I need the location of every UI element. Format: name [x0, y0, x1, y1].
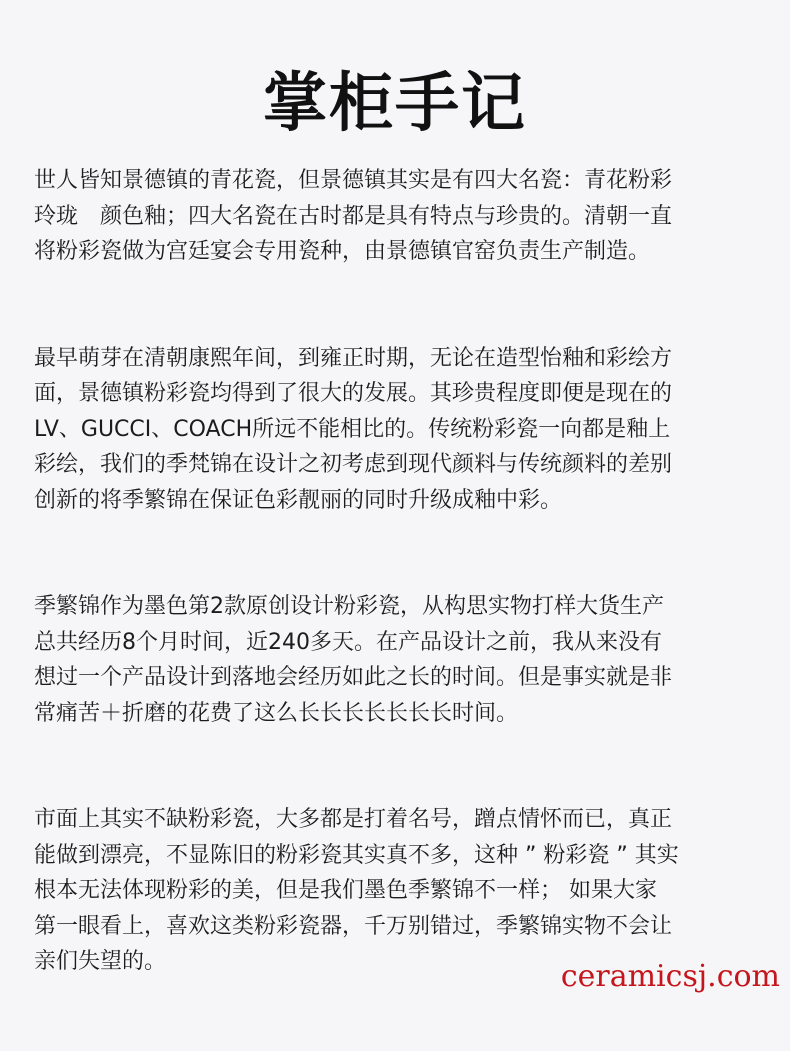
- paragraph-line: 季繁锦作为墨色第2款原创设计粉彩瓷，从构思实物打样大货生产: [34, 594, 664, 619]
- paragraph-line: 玲珑 颜色釉；四大名瓷在古时都是具有特点与珍贵的。清朝一直: [34, 203, 673, 229]
- paragraph-3: [34, 589, 762, 731]
- page-title: 掌柜手记: [263, 67, 527, 141]
- paragraph-4: [34, 802, 762, 980]
- paragraph-line: 最早萌芽在清朝康熙年间，到雍正时期，无论在造型怡釉和彩绘方: [34, 345, 673, 371]
- paragraph-line: 想过一个产品设计到落地会经历如此之长的时间。但是事实就是非: [34, 665, 673, 690]
- paragraph-line: 创新的将季繁锦在保证色彩靓丽的同时升级成釉中彩。: [34, 487, 563, 513]
- paragraph-line: 能做到漂亮，不显陈旧的粉彩瓷其实真不多，这种 ” 粉彩瓷 ” 其实: [34, 842, 679, 868]
- paragraph-line: 根本无法体现粉彩的美，但是我们墨色季繁锦不一样； 如果大家: [34, 878, 657, 903]
- paragraph-line: LV、GUCCI、COACH所远不能相比的。传统粉彩瓷一向都是釉上: [34, 416, 671, 442]
- paragraph-line: 世人皆知景德镇的青花瓷，但景德镇其实是有四大名瓷：青花粉彩: [34, 168, 673, 193]
- paragraph-line: 将粉彩瓷做为宫廷宴会专用瓷种，由景德镇官窑负责生产制造。: [34, 239, 651, 264]
- article-body: [34, 163, 762, 1051]
- paragraph-line: 亲们失望的。: [34, 949, 167, 974]
- paragraph-line: 第一眼看上，喜欢这类粉彩瓷器，千万别错过，季繁锦实物不会让: [34, 913, 673, 939]
- paragraph-1: [34, 163, 762, 270]
- paragraph-line: 常痛苦＋折磨的花费了这么长长长长长长长时间。: [34, 700, 519, 726]
- paragraph-line: 面，景德镇粉彩瓷均得到了很大的发展。其珍贵程度即便是现在的: [34, 381, 673, 406]
- site-watermark: ceramicsj.com: [560, 959, 780, 994]
- paragraph-line: 总共经历8个月时间，近240多天。在产品设计之前，我从来没有: [34, 629, 662, 655]
- paragraph-line: 彩绘，我们的季梵锦在设计之初考虑到现代颜料与传统颜料的差别: [34, 452, 673, 477]
- paragraph-2: [34, 341, 762, 519]
- paragraph-line: 市面上其实不缺粉彩瓷，大多都是打着名号，蹭点情怀而已，真正: [34, 807, 673, 832]
